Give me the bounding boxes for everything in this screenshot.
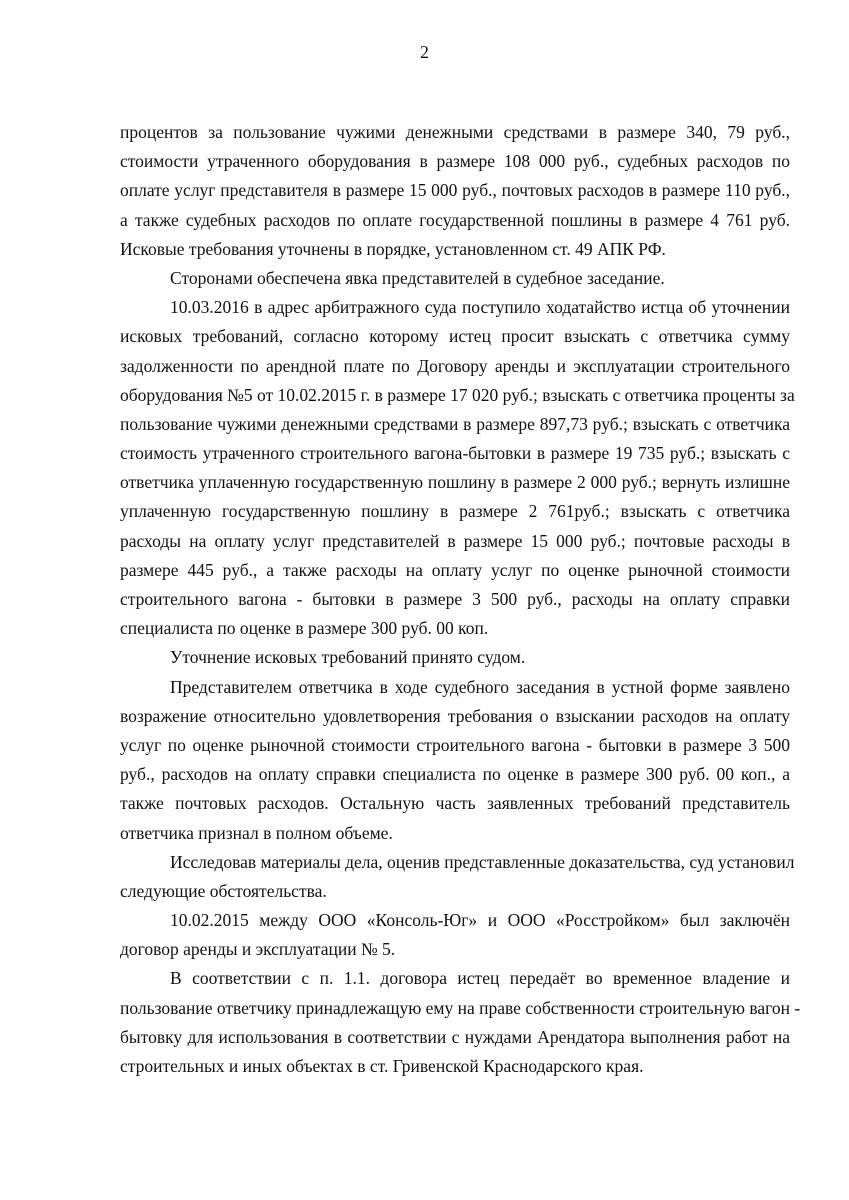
text-line: строительного вагона - бытовки в размере 3 500 руб., расходы на оплату справки: [120, 589, 790, 609]
paragraph: [120, 673, 790, 848]
text-line: В соответствии с п. 1.1. договора истец передаёт во временное владение и: [170, 968, 790, 989]
page-number: 2: [420, 42, 429, 62]
paragraph: [120, 293, 795, 643]
text-line: договор аренды и эксплуатации № 5.: [120, 939, 396, 960]
paragraph: [120, 848, 795, 906]
paragraph: [120, 906, 790, 964]
text-line: также почтовых расходов. Остальную часть заявленных требований представитель: [120, 793, 790, 814]
text-line: Представителем ответчика в ходе судебного заседания в устной форме заявлено: [170, 676, 790, 697]
text-line: расходы на оплату услуг представителей в размере 15 000 руб.; почтовые расходы в: [120, 530, 790, 551]
text-line: процентов за пользование чужими денежными средствами в размере 340, 79 руб.,: [120, 122, 790, 142]
text-line: ответчика уплаченную государственную пошлину в размере 2 000 руб.; вернуть излишне: [120, 472, 790, 493]
text-line: специалиста по оценке в размере 300 руб. 00 коп.: [120, 618, 489, 639]
text-line: задолженности по арендной плате по Договору аренды и эксплуатации строительного: [120, 355, 790, 376]
text-line: услуг по оценке рыночной стоимости строительного вагона - бытовки в размере 3 500: [120, 734, 790, 755]
text-line: а также судебных расходов по оплате государственной пошлины в размере 4 761 руб.: [120, 209, 790, 230]
text-line: оборудования №5 от 10.02.2015 г. в размере 17 020 руб.; взыскать с ответчика проценты за: [120, 384, 795, 405]
text-line: 10.02.2015 между ООО «Консоль-Юг» и ООО «Росстройком» был заключён: [170, 910, 790, 931]
text-line: уплаченную государственную пошлину в размере 2 761руб.; взыскать с ответчика: [120, 501, 790, 522]
paragraph: [120, 264, 790, 293]
text-line: стоимости утраченного оборудования в размере 108 000 руб., судебных расходов по: [120, 151, 790, 172]
paragraph: [120, 964, 801, 1081]
text-line: Исковые требования уточнены в порядке, установленном ст. 49 АПК РФ.: [120, 238, 666, 259]
text-line: возражение относительно удовлетворения требования о взыскании расходов на оплату: [120, 705, 790, 726]
text-line: пользование чужими денежными средствами в размере 897,73 руб.; взыскать с ответчика: [120, 413, 790, 434]
text-line: пользование ответчику принадлежащую ему на праве собственности строительную вагон -: [120, 997, 801, 1018]
text-line: руб., расходов на оплату справки специалиста по оценке в размере 300 руб. 00 коп., а: [120, 764, 790, 785]
text-line: Сторонами обеспечена явка представителей в судебное заседание.: [170, 267, 665, 288]
text-line: бытовку для использования в соответствии с нуждами Арендатора выполнения работ на: [120, 1026, 790, 1047]
text-line: оплате услуг представителя в размере 15 000 руб., почтовых расходов в размере 110 руб.,: [120, 180, 790, 201]
document-body: [120, 118, 801, 1081]
text-line: 10.03.2016 в адрес арбитражного суда поступило ходатайство истца об уточнении: [170, 297, 790, 318]
text-line: строительных и иных объектах в ст. Гривенской Краснодарского края.: [120, 1056, 644, 1076]
text-line: Исследовав материалы дела, оценив представленные доказательства, суд установил: [170, 851, 795, 872]
text-line: ответчика признал в полном объеме.: [120, 822, 393, 843]
text-line: размере 445 руб., а также расходы на оплату услуг по оценке рыночной стоимости: [120, 559, 790, 580]
paragraph: [120, 643, 790, 672]
paragraph: [120, 118, 790, 264]
text-line: стоимость утраченного строительного вагона-бытовки в размере 19 735 руб.; взыскать с: [120, 443, 790, 464]
text-line: Уточнение исковых требований принято судом.: [170, 647, 526, 668]
text-line: следующие обстоятельства.: [120, 880, 327, 901]
text-line: исковых требований, согласно которому истец просит взыскать с ответчика сумму: [120, 326, 790, 347]
